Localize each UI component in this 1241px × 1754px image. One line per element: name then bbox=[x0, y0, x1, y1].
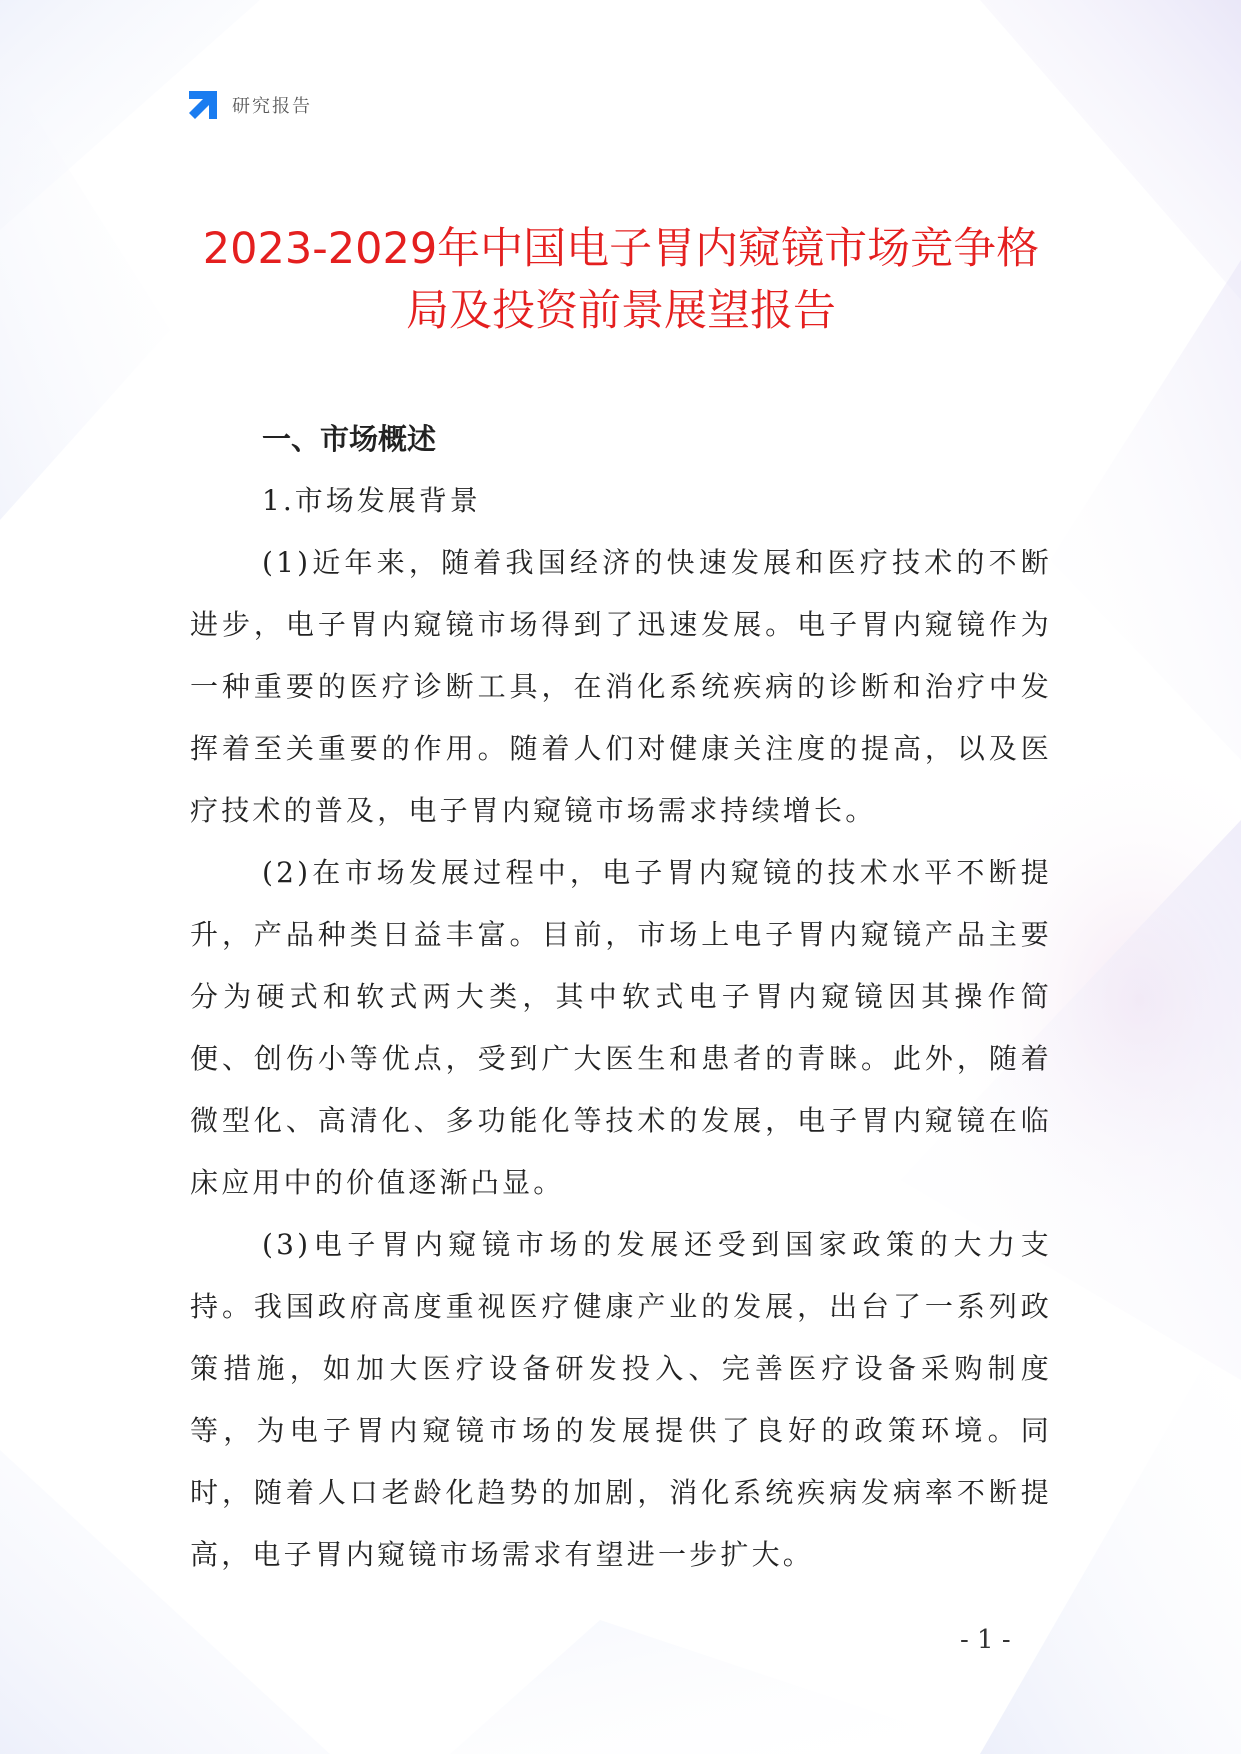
report-title bbox=[186, 218, 1056, 342]
paragraph-2: (2)在市场发展过程中，电子胃内窥镜的技术水平不断提升，产品种类日益丰富。目前，市场上电子胃内窥镜产品主要分为硬式和软式两大类，其中软式电子胃内窥镜因其操作简便、创伤小等优点，受到广大医生和患者的青睐。此外，随着微型化、高清化、多功能化等技术的发展，电子胃内窥镜在临床应用中的价值逐渐凸显。 bbox=[190, 856, 1052, 1199]
brand-header bbox=[186, 88, 312, 122]
brand-label: 研究报告 bbox=[232, 96, 312, 117]
subsection-heading: 1.市场发展背景 bbox=[262, 484, 481, 517]
report-body bbox=[190, 408, 1052, 1586]
paragraph-1: (1)近年来，随着我国经济的快速发展和医疗技术的不断进步，电子胃内窥镜市场得到了迅速发展。电子胃内窥镜作为一种重要的医疗诊断工具，在消化系统疾病的诊断和治疗中发挥着至关重要的作用。随着人们对健康关注度的提高，以及医疗技术的普及，电子胃内窥镜市场需求持续增长。 bbox=[190, 546, 1052, 827]
paragraph-3: (3)电子胃内窥镜市场的发展还受到国家政策的大力支持。我国政府高度重视医疗健康产业的发展，出台了一系列政策措施，如加大医疗设备研发投入、完善医疗设备采购制度等，为电子胃内窥镜市场的发展提供了良好的政策环境。同时，随着人口老龄化趋势的加剧，消化系统疾病发病率不断提高，电子胃内窥镜市场需求有望进一步扩大。 bbox=[190, 1228, 1052, 1571]
report-title-line2: 局及投资前景展望报告 bbox=[406, 286, 836, 336]
section-heading: 一、市场概述 bbox=[262, 422, 437, 456]
report-title-line1: 2023-2029年中国电子胃内窥镜市场竞争格 bbox=[202, 224, 1040, 274]
arrow-up-right-icon bbox=[186, 88, 220, 122]
page-number: - 1 - bbox=[960, 1625, 1011, 1655]
